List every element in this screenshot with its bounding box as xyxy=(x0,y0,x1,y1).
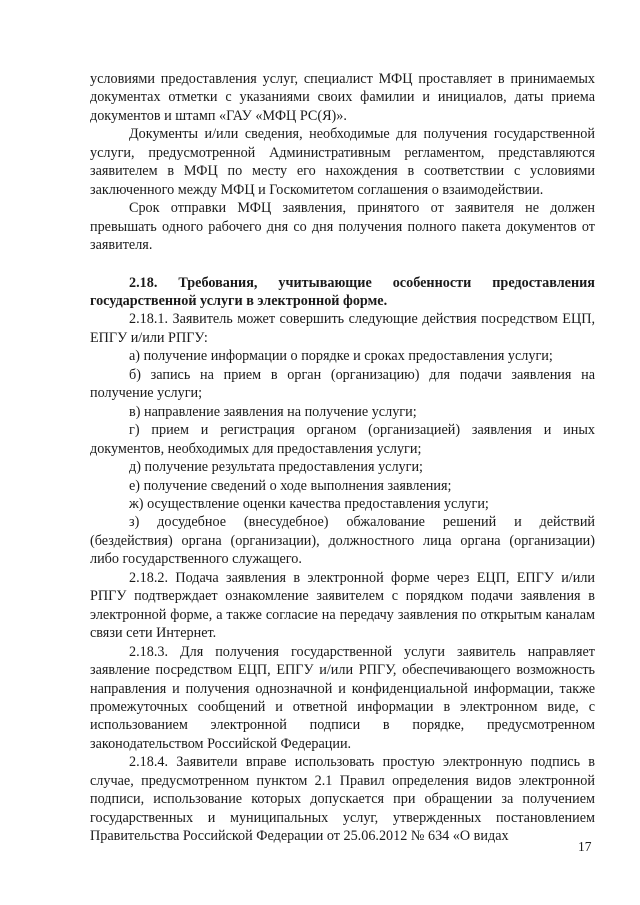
list-item-z: з) досудебное (внесудебное) обжалование решений и действий (бездействия) органа (организации), должностного лица органа (организации) либо государственного служащего. xyxy=(90,514,595,568)
list-item-zh: ж) осуществление оценки качества предоставления услуги; xyxy=(129,495,489,512)
list-item-g: г) прием и регистрация органом (организацией) заявления и иных документов, необходимых для предоставления услуги; xyxy=(90,422,595,457)
list-item-d: д) получение результата предоставления услуги; xyxy=(129,459,423,476)
list-item-b: б) запись на прием в орган (организацию) для подачи заявления на получение услуги; xyxy=(90,366,595,402)
paragraph-sending-deadline: Срок отправки МФЦ заявления, принятого от заявителя не должен превышать одного рабочего дня со дня получения полного пакета документов от заявителя. xyxy=(90,200,595,254)
list-item-e: е) получение сведений о ходе выполнения заявления; xyxy=(129,477,452,494)
paragraph-documents-submission: Документы и/или сведения, необходимые для получения государственной услуги, предусмотренной Административным регламентом, представляются заявителем в МФЦ по месту его нахождения в соответствии с условиями заключенного между МФЦ и Госкомитетом соглашения о взаимодействии. xyxy=(90,126,595,198)
document-page xyxy=(90,70,595,846)
list-item-v: в) направление заявления на получение услуги; xyxy=(129,403,417,420)
paragraph-2-18-3: 2.18.3. Для получения государственной услуги заявитель направляет заявление посредством ЕЦП, ЕПГУ и/или РПГУ, обеспечивающего возможность направления и получения однозначной и конфиденциальной информации, также промежуточных сообщений и ответной информации в электронном виде, с использованием электронной подписи в порядке, предусмотренном законодательством Российской Федерации. xyxy=(90,643,595,752)
paragraph-2-18-1: 2.18.1. Заявитель может совершить следующие действия посредством ЕЦП, ЕПГУ и/или РПГУ: xyxy=(90,311,595,346)
list-item-a: а) получение информации о порядке и сроках предоставления услуги; xyxy=(129,348,553,365)
page-number: 17 xyxy=(578,839,592,854)
paragraph-2-18-4: 2.18.4. Заявители вправе использовать простую электронную подпись в случае, предусмотренном пунктом 2.1 Правил определения видов электронной подписи, использование которых допускается при обращении за получением государственных и муниципальных услуг, утвержденных постановлением Правительства Российской Федерации от 25.06.2012 № 634 «О видах xyxy=(90,754,595,845)
paragraph-2-18-2: 2.18.2. Подача заявления в электронной форме через ЕЦП, ЕПГУ и/или РПГУ подтверждает ознакомление заявителем с порядком подачи заявления в электронной форме, а также согласие на передачу заявления по открытым каналам связи сети Интернет. xyxy=(90,569,595,642)
section-spacer xyxy=(90,255,595,274)
paragraph-mfc-marks: условиями предоставления услуг, специалист МФЦ проставляет в принимаемых документах отметки с указаниями своих фамилии и инициалов, даты приема документов и штамп «ГАУ «МФЦ РС(Я)». xyxy=(90,71,595,124)
section-heading-2-18: 2.18. Требования, учитывающие особенности предоставления государственной услуги в электронной форме. xyxy=(90,274,595,309)
